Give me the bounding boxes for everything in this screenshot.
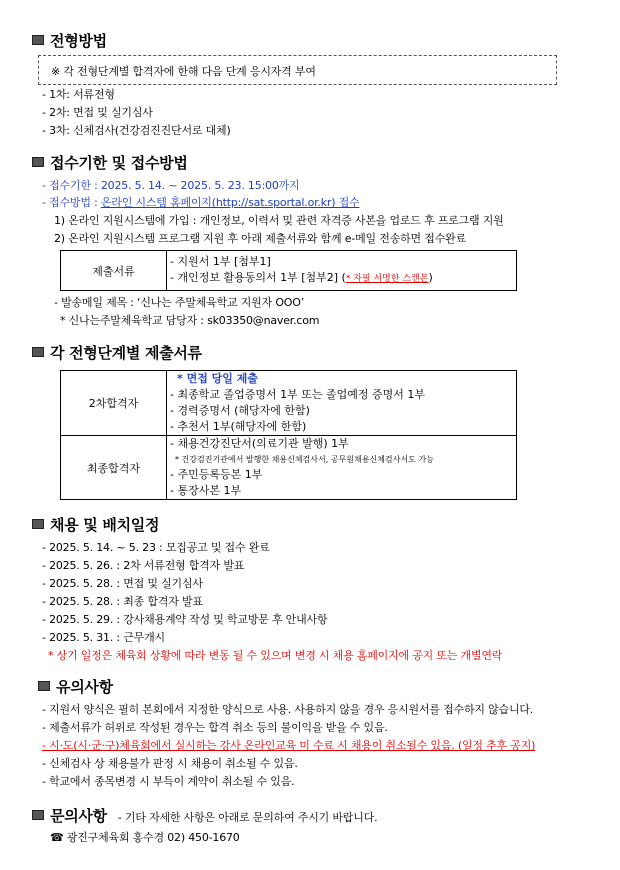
- list-item: - 2차: 면접 및 실기심사: [42, 106, 153, 119]
- section-title-selection: 전형방법: [32, 30, 107, 51]
- section-title-schedule: 채용 및 배치일정: [32, 514, 159, 535]
- document-item: - 추천서 1부(해당자에 한함): [170, 420, 307, 433]
- deadline-text: - 접수기한 : 2025. 5. 14. ~ 2025. 5. 23. 15:00까지: [42, 179, 300, 192]
- section-title-application: 접수기한 및 접수방법: [32, 152, 188, 173]
- list-item: - 1차: 서류전형: [42, 88, 115, 101]
- document-item: - 채용건강진단서(의료기관 발행) 1부: [170, 437, 349, 450]
- schedule-item: - 2025. 5. 29. : 강사채용계약 작성 및 학교방문 후 안내사항: [42, 613, 328, 626]
- document-note: * 건강검진기관에서 발행한 채용신체검사서, 공무원채용신체검사서도 가능: [175, 455, 434, 464]
- inquiry-description: - 기타 자세한 사항은 아래로 문의하여 주시기 바랍니다.: [117, 811, 378, 824]
- step-item: 1) 온라인 지원시스템에 가입 : 개인정보, 이력서 및 관련 자격증 사본을 업로드 후 프로그램 지원: [54, 214, 504, 227]
- application-site-link[interactable]: 온라인 시스템 홈페이지(http://sat.sportal.or.kr) 접수: [100, 196, 360, 209]
- list-item: - 3차: 신체검사(건강검진진단서로 대체): [42, 124, 231, 137]
- square-bullet-icon: [32, 519, 44, 529]
- document-item: - 경력증명서 (해당자에 한함): [170, 404, 310, 417]
- document-item: - 통장사본 1부: [170, 484, 242, 497]
- phone-icon: ☎: [50, 831, 64, 844]
- schedule-note: * 상기 일정은 체육회 상황에 따라 변동 될 수 있으며 변경 시 채용 홈페이지에 공지 또는 개별연락: [48, 649, 503, 662]
- schedule-item: - 2025. 5. 28. : 최종 합격자 발표: [42, 595, 203, 608]
- mail-title-text: - 발송메일 제목 : ‘신나는 주말체육학교 지원자 OOO’: [54, 296, 304, 309]
- section-title-inquiry: 문의사항: [32, 807, 107, 825]
- contact-email-text: * 신나는주말체육학교 담당자 : sk03350@naver.com: [60, 314, 320, 327]
- schedule-item: - 2025. 5. 31. : 근무개시: [42, 631, 165, 644]
- caution-item: - 제출서류가 허위로 작성된 경우는 합격 취소 등의 불이익을 받을 수 있음.: [42, 721, 388, 734]
- schedule-item: - 2025. 5. 26. : 2차 서류전형 합격자 발표: [42, 559, 245, 572]
- square-bullet-icon: [32, 810, 44, 820]
- caution-item: - 학교에서 종목변경 시 부득이 계약이 취소될 수 있음.: [42, 775, 295, 788]
- step-item: 2) 온라인 지원시스템 프로그램 지원 후 아래 제출서류와 함께 e-메일 전송하면 접수완료: [54, 232, 466, 245]
- highlight-note: * 면접 당일 제출: [177, 372, 258, 385]
- caution-item-important: - 시·도(시·군·구)체육회에서 실시하는 강사 온라인교육 미 수료 시 채용이 취소될수 있음. (일정 추후 공지): [42, 739, 536, 752]
- stage-label-final: 최종합격자: [61, 436, 167, 500]
- schedule-item: - 2025. 5. 14. ~ 5. 23 : 모집공고 및 접수 완료: [42, 541, 270, 554]
- document-item: - 주민등록등본 1부: [170, 468, 263, 481]
- stage-documents-table: [60, 370, 517, 500]
- caution-item: - 지원서 양식은 필히 본회에서 지정한 양식으로 사용. 사용하지 않을 경우 응시원서를 접수하지 않습니다.: [42, 703, 534, 716]
- inquiry-contact: [50, 829, 240, 845]
- notice-box: [38, 55, 557, 85]
- document-item: - 지원서 1부 [첨부1]: [170, 255, 271, 268]
- inquiry-contact-text: 광진구체육회 홍수경 02) 450-1670: [66, 831, 240, 844]
- square-bullet-icon: [32, 35, 44, 45]
- caution-item: - 신체검사 상 채용불가 판정 시 채용이 취소될 수 있음.: [42, 757, 298, 770]
- square-bullet-icon: [38, 681, 50, 691]
- schedule-item: - 2025. 5. 28. : 면접 및 실기심사: [42, 577, 203, 590]
- stage-label-second: 2차합격자: [61, 371, 167, 436]
- method-line: - 접수방법 : 온라인 시스템 홈페이지(http://sat.sportal.or.kr) 접수: [42, 196, 360, 209]
- section-title-stage-documents: 각 전형단계별 제출서류: [32, 342, 202, 363]
- document-item: - 개인정보 활용동의서 1부 [첨부2] (* 자필 서명한 스캔본): [170, 271, 433, 284]
- square-bullet-icon: [32, 347, 44, 357]
- document-item: - 최종학교 졸업증명서 1부 또는 졸업예정 증명서 1부: [170, 388, 425, 401]
- section-title-notes: 유의사항: [38, 676, 113, 697]
- documents-table: [60, 250, 517, 291]
- documents-label: 제출서류: [61, 251, 167, 291]
- notice-text: ※ 각 전형단계별 합격자에 한해 다음 단계 응시자격 부여: [51, 65, 316, 78]
- square-bullet-icon: [32, 157, 44, 167]
- inquiry-header: [32, 805, 377, 826]
